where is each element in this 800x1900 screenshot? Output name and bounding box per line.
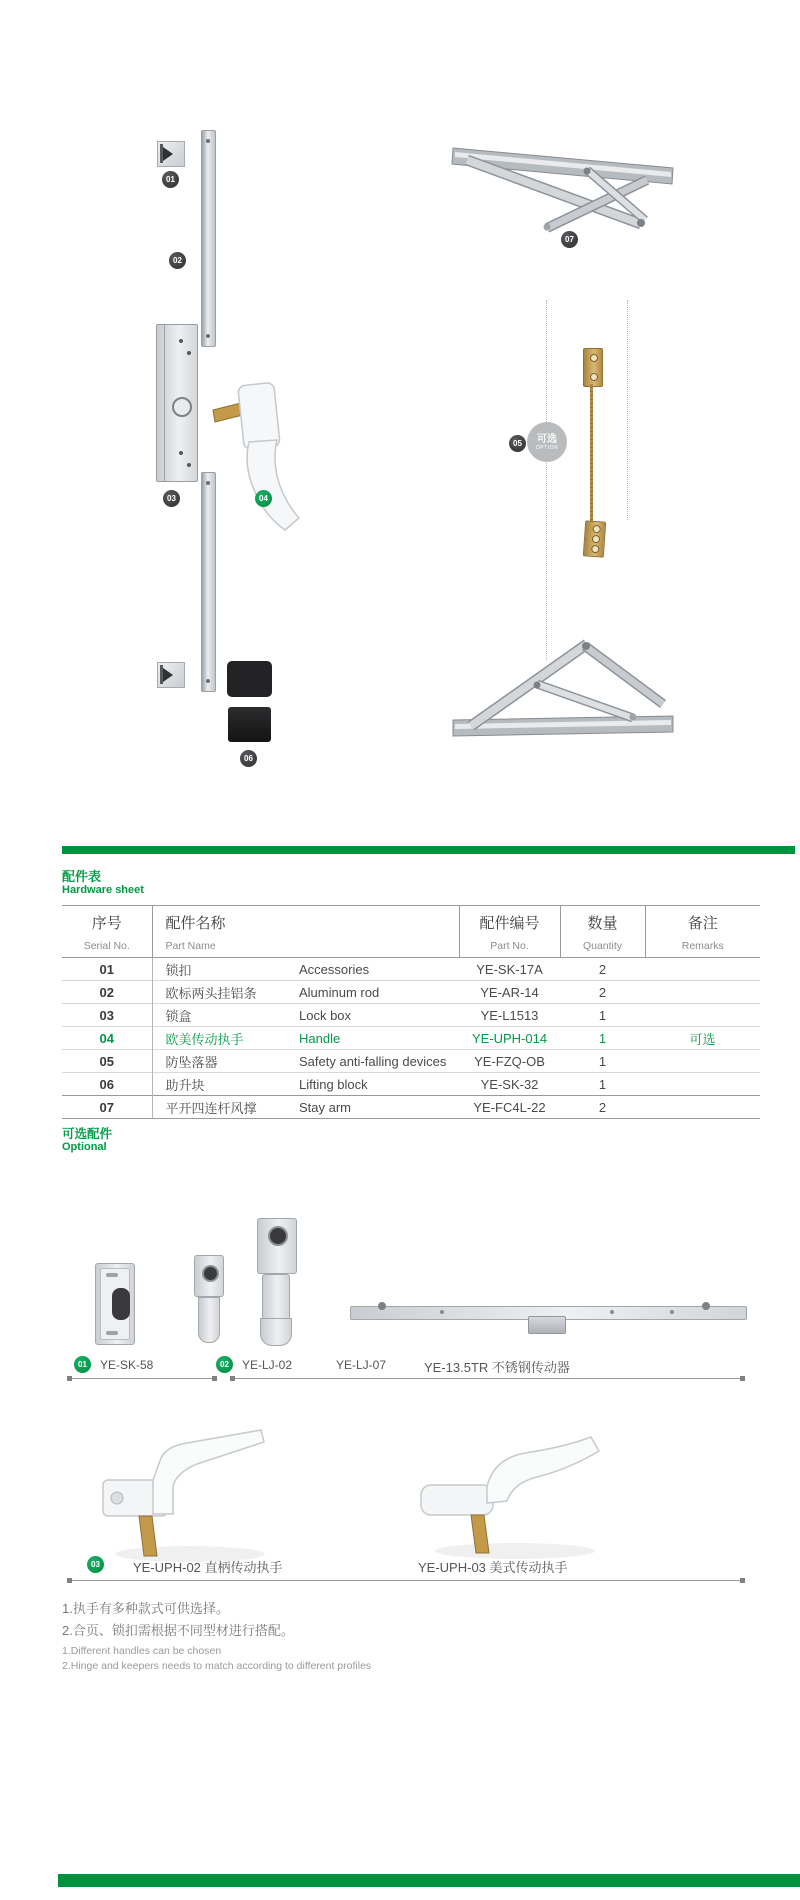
cell-name-cn: 锁扣 — [152, 958, 299, 981]
line-endpoint — [212, 1376, 217, 1381]
tr-hole — [440, 1310, 444, 1314]
cell-qty: 1 — [560, 1027, 645, 1050]
brass-screw — [590, 354, 598, 362]
cell-partno: YE-FZQ-OB — [459, 1050, 560, 1073]
group-underline-3 — [67, 1580, 745, 1581]
plate-ear — [230, 688, 236, 694]
part-slot — [106, 1331, 118, 1335]
diagram-badge-07: 07 — [561, 231, 578, 248]
lockbox-pin — [179, 451, 183, 455]
diagram-badge-05: 05 — [509, 435, 526, 452]
lock-keeper-top-image — [157, 141, 185, 167]
latch-tongue — [198, 1297, 220, 1343]
friction-stay-bottom-image — [435, 628, 685, 746]
optional-bubble-en: OPTION — [535, 445, 559, 451]
hardware-table-header — [62, 906, 760, 958]
line-endpoint — [740, 1376, 745, 1381]
cell-name-cn: 欧美传动执手 — [152, 1027, 299, 1050]
cell-qty: 2 — [560, 1096, 645, 1119]
table-row — [62, 958, 760, 981]
plate-ear — [230, 664, 236, 670]
exploded-diagram — [0, 0, 800, 820]
cell-qty: 2 — [560, 981, 645, 1004]
cell-name-en: Stay arm — [299, 1096, 459, 1119]
label-ye-uph-02: YE-UPH-02 直柄传动执手 — [133, 1560, 283, 1575]
lockbox-faceplate — [164, 325, 165, 481]
cell-name-en: Lifting block — [299, 1073, 459, 1096]
table-row-highlighted — [62, 1027, 760, 1050]
tr-hole — [610, 1310, 614, 1314]
keeper-latch-icon — [163, 668, 173, 682]
line-endpoint — [740, 1578, 745, 1583]
cell-qty: 1 — [560, 1004, 645, 1027]
plate-ear — [263, 688, 269, 694]
cell-name-en: Lock box — [299, 1004, 459, 1027]
cell-name-cn: 锁盒 — [152, 1004, 299, 1027]
cell-name-cn: 欧标两头挂铝条 — [152, 981, 299, 1004]
cell-partno: YE-AR-14 — [459, 981, 560, 1004]
latch-pin — [202, 1265, 219, 1282]
part-ye-13-5tr-image — [350, 1300, 745, 1334]
diagram-badge-02: 02 — [169, 252, 186, 269]
part-knob — [112, 1288, 130, 1320]
lockbox-pin — [179, 339, 183, 343]
cell-qty: 2 — [598, 961, 607, 977]
section-divider-bar-bottom — [58, 1874, 800, 1887]
group-underline-1 — [67, 1378, 217, 1379]
rod-screw-dot — [206, 334, 210, 338]
lockbox-spindle-hole — [172, 397, 192, 417]
label-ye-lj-07: YE-LJ-07 — [336, 1358, 387, 1372]
label-ye-lj-02: YE-LJ-02 — [242, 1358, 293, 1372]
hardware-sheet-title-en: Hardware sheet — [62, 884, 144, 896]
label-ye-sk-58: YE-SK-58 — [100, 1358, 154, 1372]
table-row — [62, 1050, 760, 1073]
note-cn-1: 1.执手有多种款式可供选择。 — [62, 1601, 229, 1616]
plate-ear — [263, 664, 269, 670]
handle-ye-uph-02-image — [95, 1418, 270, 1568]
note-cn-2: 2.合页、锁扣需根据不同型材进行搭配。 — [62, 1623, 294, 1638]
aluminum-rod-top-image — [201, 130, 216, 347]
optional-title-en: Optional — [62, 1141, 107, 1153]
part-ye-lj-07-image — [255, 1218, 299, 1344]
brass-screw — [590, 373, 598, 381]
cell-serial: 05 — [62, 1050, 152, 1073]
keeper-latch-icon — [163, 147, 173, 161]
cell-remark — [645, 1004, 760, 1027]
hardware-table — [62, 905, 760, 1119]
cell-remark — [645, 1073, 760, 1096]
col-partname: 配件名称 Part Name — [152, 906, 459, 958]
handle-ye-uph-03-image — [415, 1425, 610, 1565]
aluminum-rod-bottom-image — [201, 472, 216, 692]
anti-fall-top-block-image — [583, 348, 603, 387]
col-serial: 序号 Serial No. — [62, 906, 152, 958]
brass-screw — [592, 525, 601, 534]
cell-partno: YE-SK-32 — [459, 1073, 560, 1096]
tr-screw — [702, 1302, 710, 1310]
latch-pin — [268, 1226, 288, 1246]
note-en-2: 2.Hinge and keepers needs to match according to different profiles — [62, 1660, 372, 1672]
cell-partno: YE-FC4L-22 — [459, 1096, 560, 1119]
cell-name-cn: 助升块 — [152, 1073, 299, 1096]
line-endpoint — [230, 1376, 235, 1381]
cell-partno: YE-UPH-014 — [459, 1027, 560, 1050]
latch-body — [262, 1274, 290, 1320]
table-row — [62, 1073, 760, 1096]
cell-remark: 可选 — [645, 1027, 760, 1050]
tr-gearbox — [528, 1316, 566, 1334]
optional-bubble-cn: 可选 — [537, 434, 557, 445]
cell-serial: 02 — [62, 981, 152, 1004]
tr-screw — [378, 1302, 386, 1310]
cell-name-cn: 平开四连杆风撑 — [152, 1096, 299, 1119]
line-endpoint — [67, 1578, 72, 1583]
diagram-badge-03: 03 — [163, 490, 180, 507]
guide-dotted-line-right — [627, 300, 628, 520]
rod-screw-dot — [206, 679, 210, 683]
part-ye-lj-02-image — [192, 1255, 224, 1343]
cell-name-en: Accessories — [299, 961, 370, 977]
cell-serial: 03 — [62, 1004, 152, 1027]
group-underline-2 — [230, 1378, 745, 1379]
table-row — [62, 981, 760, 1004]
col-partno: 配件编号 Part No. — [459, 906, 560, 958]
lifting-block-plate-image — [227, 661, 272, 697]
optional-badge-03: 03 — [87, 1556, 104, 1573]
cell-serial: 07 — [62, 1096, 152, 1119]
label-ye-13-5tr: YE-13.5TR 不锈钢传动器 — [424, 1360, 570, 1375]
optional-title-cn: 可选配件 — [62, 1127, 113, 1141]
section-divider-bar-top — [62, 846, 795, 854]
cell-name-en: Handle — [299, 1027, 459, 1050]
cell-partno: YE-SK-17A — [476, 961, 543, 977]
optional-bubble — [527, 422, 567, 462]
handle-image — [205, 368, 310, 543]
rod-screw-dot — [206, 481, 210, 485]
hardware-sheet-title-cn: 配件表 — [62, 869, 102, 884]
line-endpoint — [67, 1376, 72, 1381]
cell-serial: 06 — [62, 1073, 152, 1096]
table-row — [62, 1004, 760, 1027]
cell-name-en: Safety anti-falling devices — [299, 1050, 459, 1073]
cell-serial: 04 — [62, 1027, 152, 1050]
optional-badge-02: 02 — [216, 1356, 233, 1373]
cell-remark — [645, 1096, 760, 1119]
guide-dotted-line-left — [546, 300, 547, 660]
part-slot — [106, 1273, 118, 1277]
cell-qty: 1 — [560, 1073, 645, 1096]
anti-fall-bottom-block-image — [583, 520, 606, 557]
lock-box-image — [156, 324, 198, 482]
cell-partno: YE-L1513 — [459, 1004, 560, 1027]
lifting-block-image — [228, 707, 271, 742]
cell-remark — [645, 958, 760, 981]
rod-screw-dot — [206, 139, 210, 143]
diagram-badge-06: 06 — [240, 750, 257, 767]
optional-badge-01: 01 — [74, 1356, 91, 1373]
table-row — [62, 1096, 760, 1119]
diagram-badge-04: 04 — [255, 490, 272, 507]
col-quantity: 数量 Quantity — [560, 906, 645, 958]
cell-name-cn: 防坠落器 — [152, 1050, 299, 1073]
col-remarks: 备注 Remarks — [645, 906, 760, 958]
cell-qty: 1 — [560, 1050, 645, 1073]
note-en-1: 1.Different handles can be chosen — [62, 1645, 222, 1657]
latch-foot — [260, 1318, 292, 1346]
cell-remark — [645, 981, 760, 1004]
brass-screw — [591, 545, 600, 554]
diagram-badge-01: 01 — [162, 171, 179, 188]
cell-serial: 01 — [99, 961, 114, 977]
tr-hole — [670, 1310, 674, 1314]
lock-keeper-bottom-image — [157, 662, 185, 688]
label-ye-uph-03: YE-UPH-03 美式传动执手 — [418, 1560, 568, 1575]
cell-remark — [645, 1050, 760, 1073]
part-ye-sk-58-image — [95, 1263, 135, 1345]
brass-screw — [591, 535, 600, 544]
friction-stay-top-image — [435, 118, 685, 248]
lockbox-pin — [187, 463, 191, 467]
cell-name-en: Aluminum rod — [299, 981, 459, 1004]
anti-fall-cable-image — [590, 384, 593, 524]
lockbox-pin — [187, 351, 191, 355]
